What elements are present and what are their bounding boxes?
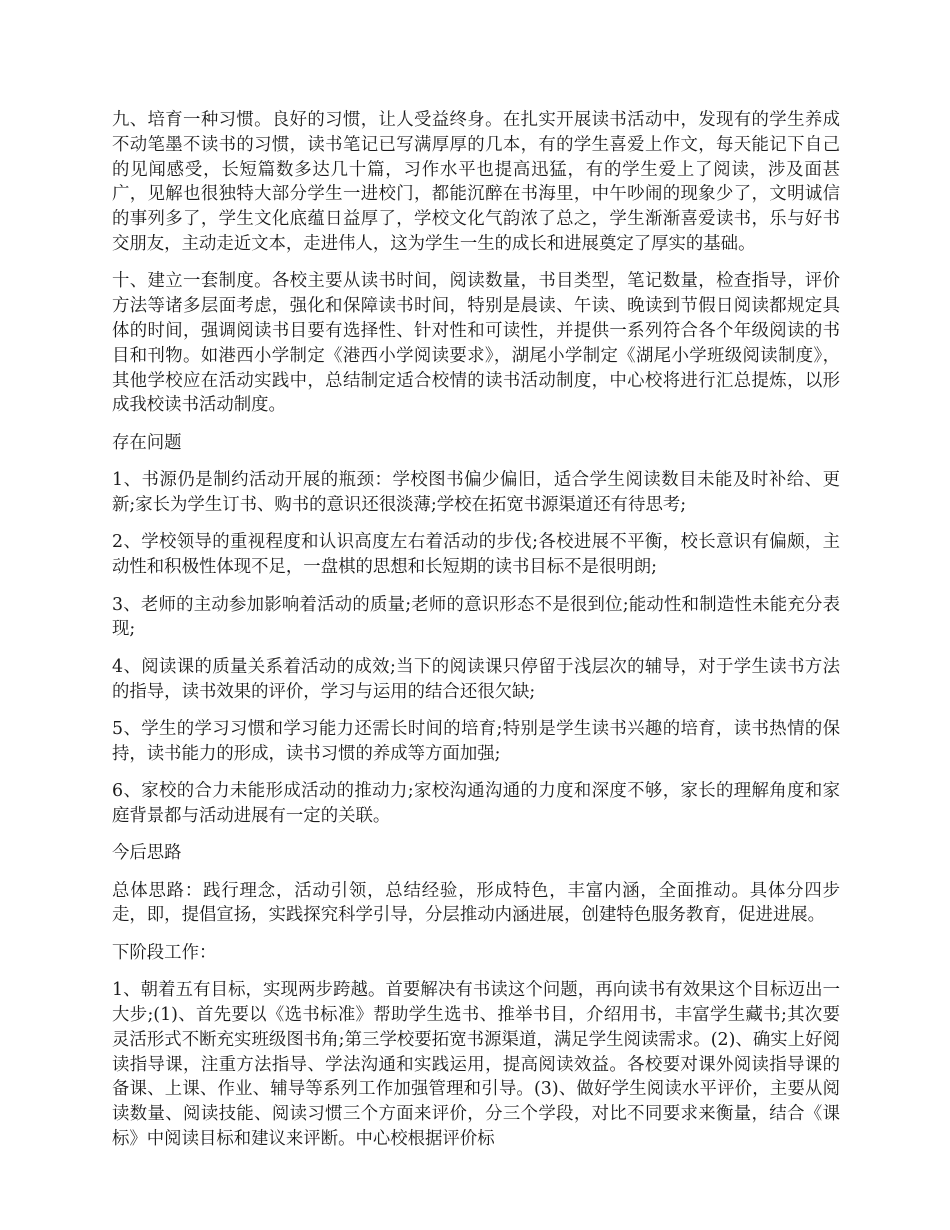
section-heading-next-stage: 下阶段工作： — [112, 942, 217, 963]
problem-item: 3、老师的主动参加影响着活动的质量;老师的意识形态不是很到位;能动性和制造性未能充分表现; — [112, 594, 840, 640]
problem-item: 5、学生的学习习惯和学习能力还需长时间的培育;特别是学生读书兴趣的培育，读书热情的保持，读书能力的形成，读书习惯的养成等方面加强; — [112, 718, 840, 764]
problem-item: 1、书源仍是制约活动开展的瓶颈：学校图书偏少偏旧，适合学生阅读数目未能及时补给、更新;家长为学生订书、购书的意识还很淡薄;学校在拓宽书源渠道还有待思考; — [112, 470, 840, 515]
problem-item: 6、家校的合力未能形成活动的推动力;家校沟通沟通的力度和深度不够，家长的理解角度和家庭背景都与活动进展有一定的关联。 — [112, 781, 840, 826]
paragraph-overall-plan: 总体思路：践行理念，活动引领，总结经验，形成特色，丰富内涵，全面推动。具体分四步走，即，提倡宣扬，实践探究科学引导，分层推动内涵进展，创建特色服务教育，促进进展。 — [112, 880, 840, 926]
paragraph-habit: 九、培育一种习惯。良好的习惯，让人受益终身。在扎实开展读书活动中，发现有的学生养成不动笔墨不读书的习惯，读书笔记已写满厚厚的几本，有的学生喜爱上作文，每天能记下自己的见闻感受，长短篇数多达几十篇，习作水平也提高迅猛，有的学生爱上了阅读，涉及面甚广，见解也很独特大部分学生一进校门，都能沉醉在书海里，中午吵闹的现象少了，文明诚信的事列多了，学生文化底蕴日益厚了，学校文化气韵浓了总之，学生渐渐喜爱读书，乐与好书交朋友，主动走近文本，走进伟人，这为学生一生的成长和进展奠定了厚实的基础。 — [112, 110, 840, 254]
section-heading-problems: 存在问题 — [112, 432, 182, 453]
problem-item: 4、阅读课的质量关系着活动的成效;当下的阅读课只停留于浅层次的辅导，对于学生读书方法的指导，读书效果的评价，学习与运用的结合还很欠缺; — [112, 656, 840, 702]
document-body — [112, 108, 840, 1164]
paragraph-system: 十、建立一套制度。各校主要从读书时间，阅读数量，书目类型，笔记数量，检查指导，评价方法等诸多层面考虑，强化和保障读书时间，特别是晨读、午读、晚读到节假日阅读都规定具体的时间，强调阅读书目要有选择性、针对性和可读性，并提供一系列符合各个年级阅读的书目和刊物。如港西小学制定《港西小学阅读要求》，湖尾小学制定《湖尾小学班级阅读制度》，其他学校应在活动实践中，总结制定适合校情的读书活动制度，中心校将进行汇总提炼，以形成我校读书活动制度。 — [112, 271, 840, 416]
paragraph-next-stage-item: 1、朝着五有目标，实现两步跨越。首要解决有书读这个问题，再向读书有效果这个目标迈出一大步;(1)、首先要以《选书标准》帮助学生选书、推举书目，介绍用书，丰富学生藏书;其次要灵活形式不断充实班级图书角;第三学校要拓宽书源渠道，满足学生阅读需求。(2)、确实上好阅读指导课，注重方法指导、学法沟通和实践运用，提高阅读效益。各校要对课外阅读指导课的备课、上课、作业、辅导等系列工作加强管理和引导。(3)、做好学生阅读水平评价，主要从阅读数量、阅读技能、阅读习惯三个方面来评价，分三个学段，对比不同要求来衡量，结合《课标》中阅读目标和建议来评断。中心校根据评价标 — [112, 980, 840, 1150]
problem-item: 2、学校领导的重视程度和认识高度左右着活动的步伐;各校进展不平衡，校长意识有偏颇，主动性和积极性体现不足，一盘棋的思想和长短期的读书目标不是很明朗; — [112, 532, 840, 578]
section-heading-future: 今后思路 — [112, 843, 182, 864]
